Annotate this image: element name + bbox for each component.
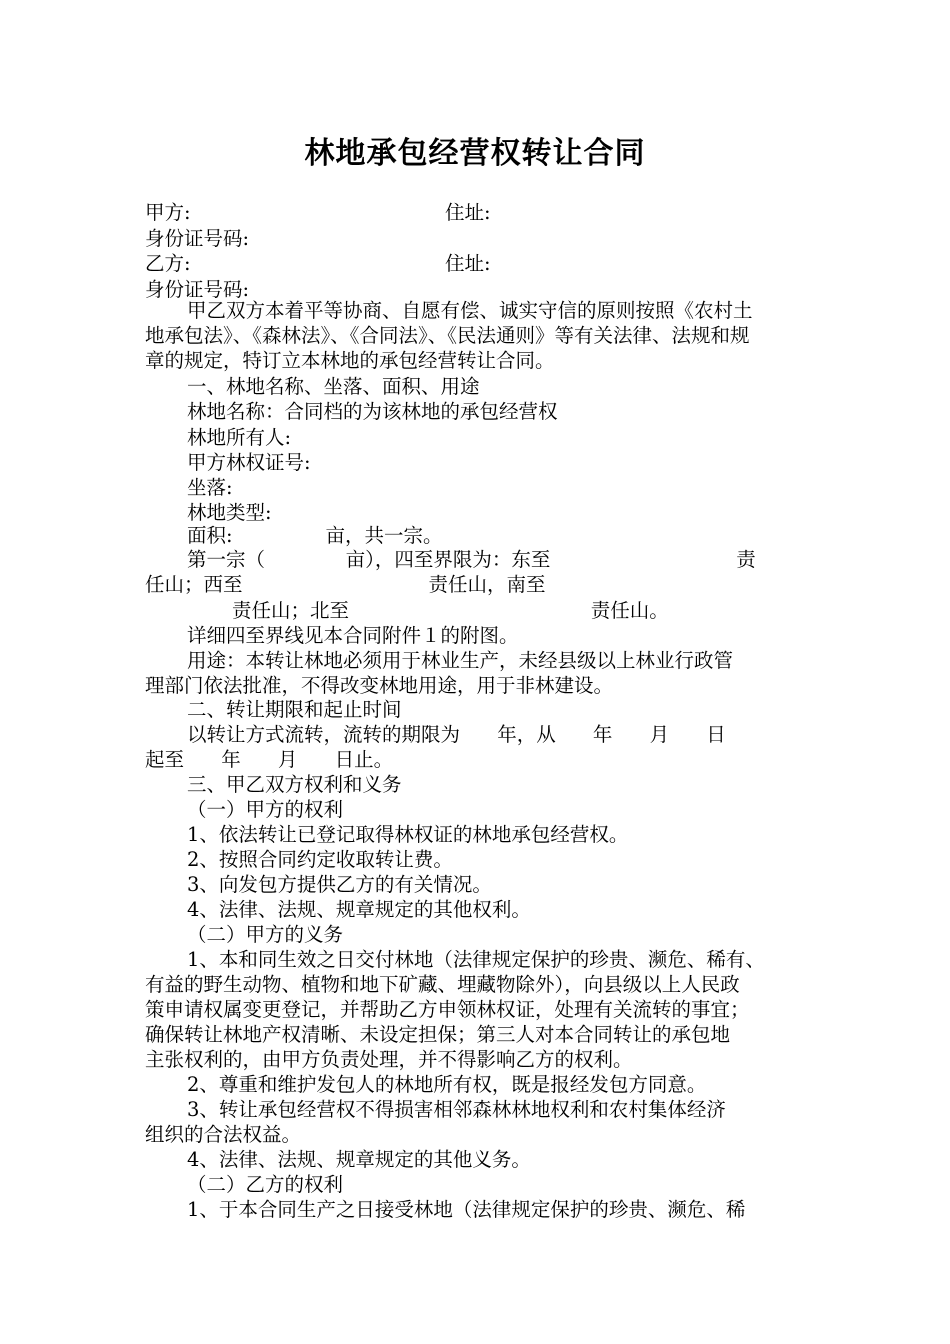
paragraph-line: 第一宗（ 亩），四至界限为：东至 责 [187,548,756,571]
paragraph-line: 以转让方式流转，流转的期限为 年，从 年 月 日 [187,723,726,746]
paragraph-line: 甲乙双方本着平等协商、自愿有偿、诚实守信的原则按照《农村土 [187,299,753,322]
party-b-id-label: 身份证号码: [145,278,250,301]
list-item: 4、法律、法规、规章规定的其他权利。 [187,898,531,921]
party-a-label: 甲方: [145,201,191,224]
paragraph-line: 甲方林权证号: [187,451,311,474]
paragraph-line: 理部门依法批准，不得改变林地用途，用于非林建设。 [145,674,614,697]
paragraph-line: 林地类型: [187,501,272,524]
paragraph-line: 林地名称：合同档的为该林地的承包经营权 [187,400,558,423]
party-b-label: 乙方: [145,252,191,275]
paragraph-line: 起至 年 月 日止。 [145,748,394,771]
subsection-heading: （一）甲方的权利 [187,798,344,821]
paragraph-line: 策申请权属变更登记，并帮助乙方申领林权证，处理有关流转的事宜； [145,998,750,1021]
subsection-heading: （二）甲方的义务 [187,923,344,946]
list-item: 3、转让承包经营权不得损害相邻森林林地权利和农村集体经济 [187,1098,726,1121]
list-item: 2、尊重和维护发包人的林地所有权，既是报经发包方同意。 [187,1073,707,1096]
paragraph-line: 组织的合法权益。 [145,1123,302,1146]
paragraph-line: 林地所有人: [187,426,292,449]
list-item: 1、于本合同生产之日接受林地（法律规定保护的珍贵、濒危、稀 [187,1198,746,1221]
paragraph-line: 详细四至界线见本合同附件１的附图。 [187,624,519,647]
paragraph-line: 任山；西至 责任山，南至 [145,573,546,596]
list-item: 4、法律、法规、规章规定的其他义务。 [187,1148,531,1171]
document-title: 林地承包经营权转让合同 [304,136,646,171]
paragraph-line: 确保转让林地产权清晰、未设定担保；第三人对本合同转让的承包地 [145,1023,731,1046]
paragraph-line: 有益的野生动物、植物和地下矿藏、埋藏物除外），向县级以上人民政 [145,973,740,996]
paragraph-line: 坐落: [187,476,233,499]
paragraph-line: 地承包法》、《森林法》、《合同法》、《民法通则》等有关法律、法规和规 [145,324,750,347]
section-heading: 一、林地名称、坐落、面积、用途 [187,375,480,398]
party-b-address-label: 住址: [445,252,491,275]
list-item: 1、本和同生效之日交付林地（法律规定保护的珍贵、濒危、稀有、 [187,948,765,971]
paragraph-line: 章的规定，特订立本林地的承包经营转让合同。 [145,349,555,372]
party-a-address-label: 住址: [445,201,491,224]
party-a-id-label: 身份证号码: [145,227,250,250]
paragraph-line: 责任山；北至 责任山。 [232,599,669,622]
list-item: 2、按照合同约定收取转让费。 [187,848,453,871]
subsection-heading: （二）乙方的权利 [187,1173,344,1196]
list-item: 3、向发包方提供乙方的有关情况。 [187,873,492,896]
section-heading: 二、转让期限和起止时间 [187,698,402,721]
paragraph-line: 主张权利的，由甲方负责处理，并不得影响乙方的权利。 [145,1048,633,1071]
paragraph-line: 用途：本转让林地必须用于林业生产，未经县级以上林业行政管 [187,649,734,672]
paragraph-line: 面积: 亩，共一宗。 [187,524,443,547]
section-heading: 三、甲乙双方权利和义务 [187,773,402,796]
list-item: 1、依法转让已登记取得林权证的林地承包经营权。 [187,823,629,846]
